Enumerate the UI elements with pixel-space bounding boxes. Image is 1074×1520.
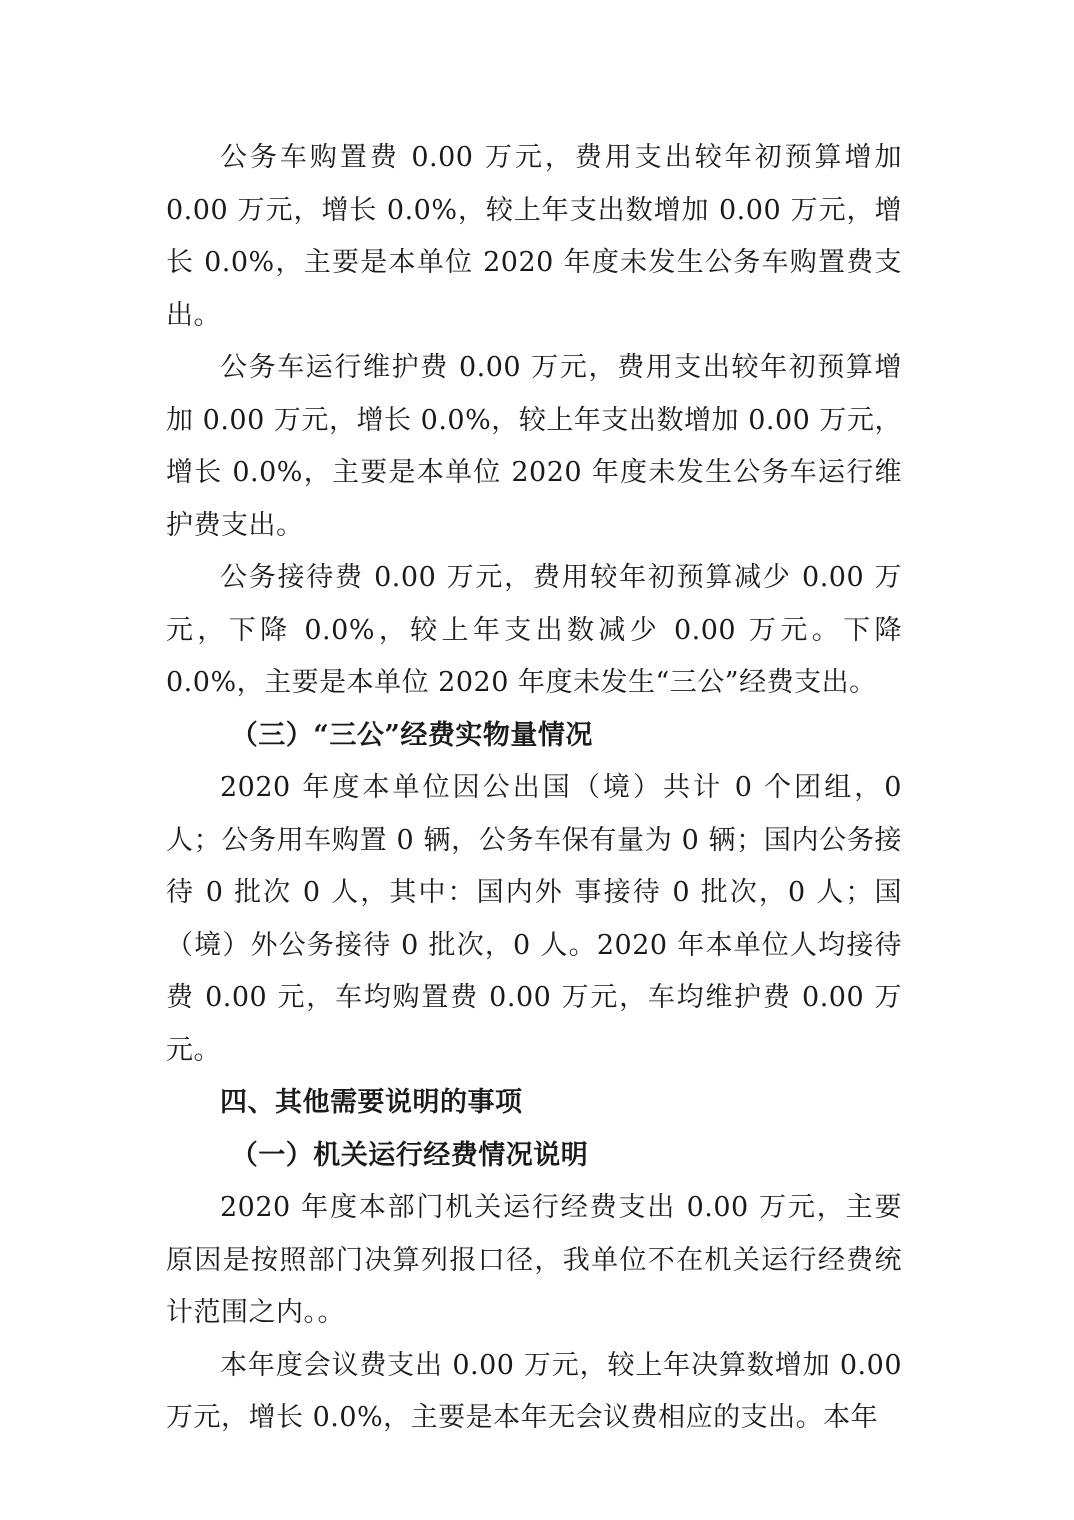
section-heading-other-matters: 四、其他需要说明的事项	[220, 1087, 523, 1118]
paragraph-reception: 公务接待费 0.00 万元，费用较年初预算减少 0.00 万元，下降 0.0%，较上年支出数减少 0.00 万元。下降 0.0%，主要是本单位 2020 年度未发生“三公”经费支出。	[166, 562, 902, 698]
section-heading-physical-quantity: （三）“三公”经费实物量情况	[230, 719, 593, 751]
paragraph-vehicle-maintenance: 公务车运行维护费 0.00 万元，费用支出较年初预算增加 0.00 万元，增长 0.0%，较上年支出数增加 0.00 万元，增长 0.0%，主要是本单位 2020 年度未发生公务车运行维护费支出。	[166, 352, 902, 541]
paragraph-operating-expenses: 2020 年度本部门机关运行经费支出 0.00 万元，主要原因是按照部门决算列报口径，我单位不在机关运行经费统计范围之内。。	[166, 1192, 902, 1328]
paragraph-meeting-expenses: 本年度会议费支出 0.00 万元，较上年决算数增加 0.00 万元，增长 0.0%，主要是本年无会议费相应的支出。本年	[166, 1349, 902, 1433]
paragraph-vehicle-purchase: 公务车购置费 0.00 万元，费用支出较年初预算增加 0.00 万元，增长 0.0%，较上年支出数增加 0.00 万元，增长 0.0%，主要是本单位 2020 年度未发生公务车购置费支出。	[166, 142, 902, 331]
section-heading-operating-expenses: （一）机关运行经费情况说明	[230, 1139, 589, 1171]
paragraph-physical-quantity: 2020 年度本单位因公出国（境）共计 0 个团组，0 人；公务用车购置 0 辆，公务车保有量为 0 辆；国内公务接待 0 批次 0 人，其中：国内外 事接待 0 批次，0 人；国（境）外公务接待 0 批次，0 人。2020 年本单位人均接待费 0.00 元，车均购置费 0.00 万元，车均维护费 0.00 万元。	[166, 772, 902, 1066]
